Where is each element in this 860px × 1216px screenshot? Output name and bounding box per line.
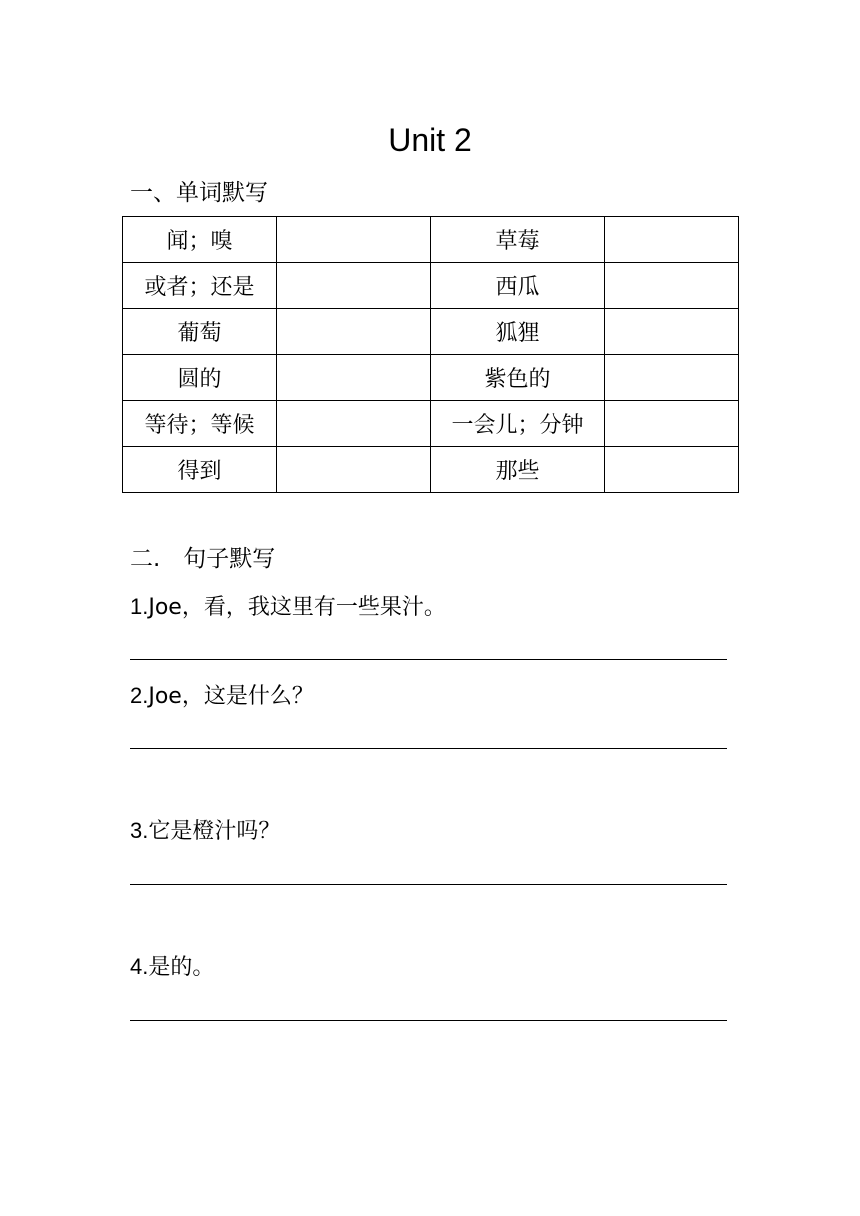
vocab-prompt-cell: 得到 — [123, 447, 277, 493]
vocab-answer-cell[interactable] — [605, 355, 739, 401]
sentence-number: 2. — [130, 683, 149, 708]
vocab-answer-cell[interactable] — [277, 401, 431, 447]
table-row — [123, 309, 739, 355]
table-row — [123, 401, 739, 447]
vocab-prompt-cell: 等待；等候 — [123, 401, 277, 447]
vocab-answer-cell[interactable] — [605, 263, 739, 309]
vocab-answer-cell[interactable] — [605, 447, 739, 493]
vocab-prompt-cell: 西瓜 — [431, 263, 605, 309]
vocab-prompt-cell: 那些 — [431, 447, 605, 493]
vocab-prompt-cell: 一会儿；分钟 — [431, 401, 605, 447]
section-heading-sentences: 二. 句子默写 — [130, 546, 276, 572]
vocab-answer-cell[interactable] — [277, 217, 431, 263]
sentence-text: 它是橙汁吗？ — [148, 819, 281, 844]
answer-line-4[interactable] — [130, 1020, 727, 1021]
vocab-answer-cell[interactable] — [277, 447, 431, 493]
section-heading-vocabulary: 一、单词默写 — [130, 180, 268, 206]
sentence-number: 4. — [130, 954, 149, 979]
vocab-prompt-cell: 草莓 — [431, 217, 605, 263]
vocab-prompt-cell: 闻；嗅 — [123, 217, 277, 263]
vocab-prompt-cell: 圆的 — [123, 355, 277, 401]
table-row — [123, 263, 739, 309]
sentence-text: 是的。 — [148, 955, 215, 980]
sentence-prompt-2 — [130, 681, 314, 712]
answer-line-3[interactable] — [130, 884, 727, 885]
vocab-answer-cell[interactable] — [277, 309, 431, 355]
sentence-text: Joe，这是什么？ — [148, 684, 314, 709]
sentence-text: Joe，看，我这里有一些果汁。 — [148, 595, 446, 620]
answer-line-2[interactable] — [130, 748, 727, 749]
sentence-prompt-1 — [130, 592, 446, 623]
table-row — [123, 355, 739, 401]
sentence-number: 3. — [130, 818, 149, 843]
sentence-prompt-4 — [130, 952, 214, 983]
answer-line-1[interactable] — [130, 659, 727, 660]
vocab-prompt-cell: 或者；还是 — [123, 263, 277, 309]
vocab-answer-cell[interactable] — [605, 217, 739, 263]
table-row — [123, 217, 739, 263]
page-title: Unit 2 — [388, 122, 472, 158]
vocabulary-table — [122, 216, 739, 493]
sentence-prompt-3 — [130, 816, 280, 847]
vocab-prompt-cell: 紫色的 — [431, 355, 605, 401]
table-row — [123, 447, 739, 493]
vocab-answer-cell[interactable] — [605, 401, 739, 447]
vocab-prompt-cell: 葡萄 — [123, 309, 277, 355]
sentence-number: 1. — [130, 594, 149, 619]
vocab-answer-cell[interactable] — [277, 263, 431, 309]
vocab-prompt-cell: 狐狸 — [431, 309, 605, 355]
vocab-answer-cell[interactable] — [277, 355, 431, 401]
vocab-answer-cell[interactable] — [605, 309, 739, 355]
